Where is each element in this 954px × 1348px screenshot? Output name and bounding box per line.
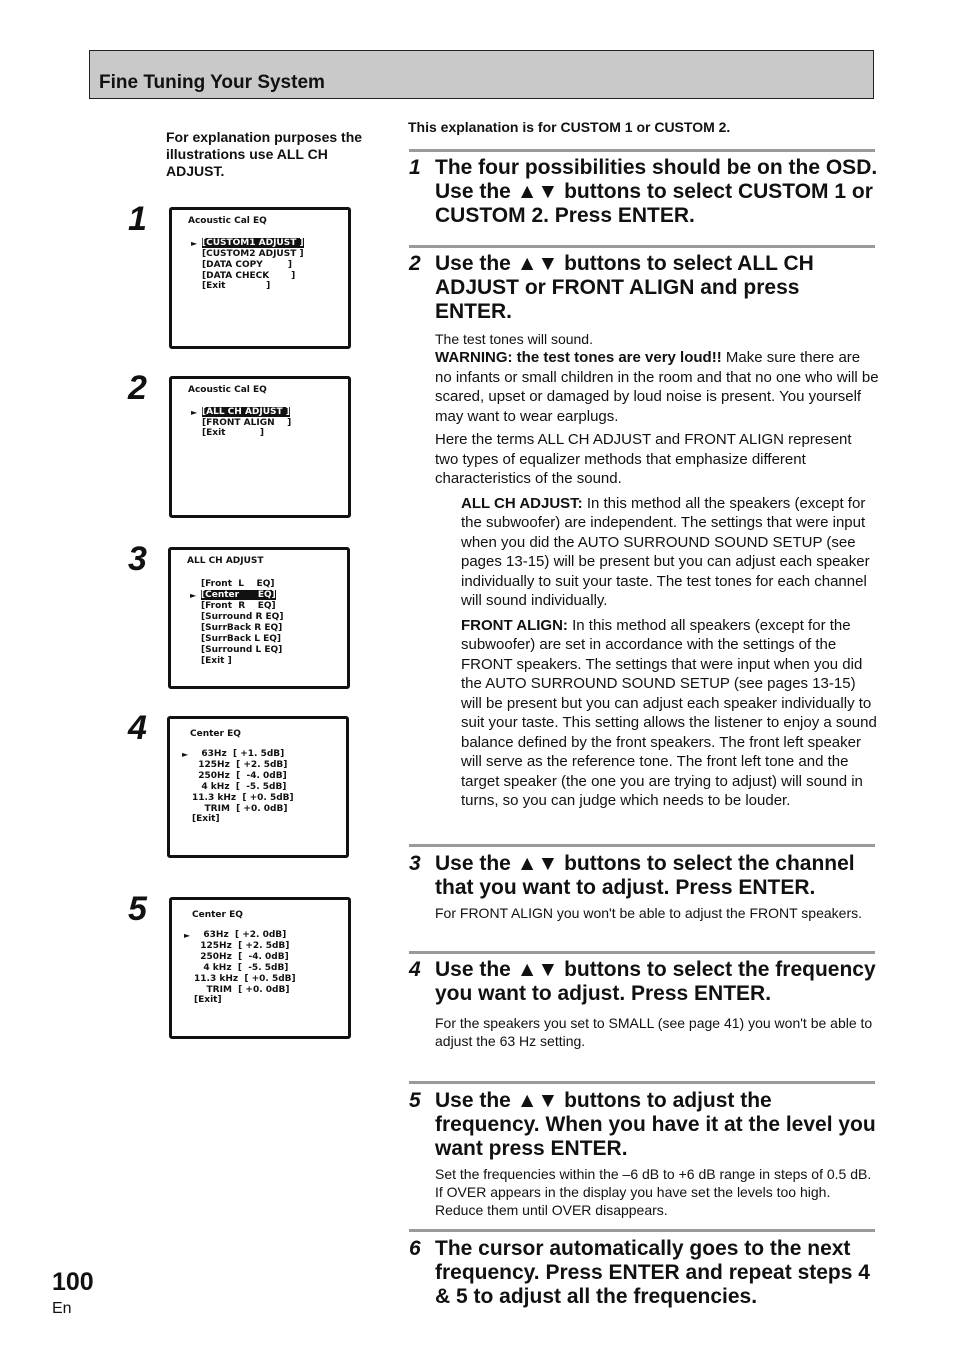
- osd-line: 125Hz [ +2. 5dB]: [194, 941, 290, 951]
- osd-line: [Surround L EQ]: [201, 645, 283, 655]
- section-title: Fine Tuning Your System: [99, 72, 325, 93]
- osd-line: [DATA COPY ]: [202, 260, 292, 270]
- step-body: For FRONT ALIGN you won't be able to adjust the FRONT speakers.: [435, 905, 862, 921]
- osd-line: TRIM [ +0. 0dB]: [192, 804, 288, 814]
- osd-line: 63Hz [ +2. 0dB]: [194, 930, 287, 940]
- osd-number-1: 1: [128, 200, 147, 238]
- osd-line: 11.3 kHz [ +0. 5dB]: [192, 793, 294, 803]
- osd-line: [CUSTOM1 ADJUST ]: [202, 238, 304, 248]
- term-text: In this method all the speakers (except for the subwoofer) are independent. The settings that were input when you did the AUTO SURROUND SOUND SETUP (see pages 13-15) will be present but you can adjust each speaker individually to suit your taste. The test tones for each channel will sound individually.: [461, 494, 870, 609]
- osd-screen-3: [168, 547, 350, 689]
- osd-line: [Exit ]: [202, 281, 271, 291]
- cursor-arrow-icon: ►: [191, 408, 198, 417]
- term-text: In this method all speakers (except for the subwoofer) are set in accordance with the settings of the FRONT speakers. The settings that were input when you did the AUTO SURROUND SOUND SETUP (see pages 13-15) will be present but you can adjust each speaker individually to suit your taste. This setting allows the listener to enjoy a sound balance defined by the front speakers. The front left speaker will serve as the reference tone. The front left tone and the target speaker (the one you are trying to adjust) will sound in turns, so you can judge which needs to be louder.: [461, 616, 877, 809]
- step-body: Set the frequencies within the –6 dB to +6 dB range in steps of 0.5 dB. If OVER appears in the display you have set the levels too high. Reduce them until OVER disappears.: [435, 1166, 872, 1218]
- term-label: FRONT ALIGN:: [461, 616, 568, 634]
- osd-line: [Exit ]: [201, 656, 232, 666]
- osd-line: [Exit]: [192, 814, 220, 824]
- step-number: 3: [409, 852, 421, 875]
- step-heading: Use the ▲▼ buttons to select the channel that you want to adjust. Press ENTER.: [435, 852, 855, 899]
- osd-line: [Exit ]: [202, 428, 265, 438]
- osd-line: [Front R EQ]: [201, 601, 276, 611]
- osd-number-4: 4: [128, 709, 147, 747]
- osd-title: Acoustic Cal EQ: [188, 216, 267, 226]
- step-heading: The cursor automatically goes to the next frequency. Press ENTER and repeat steps 4 & 5 to adjust all the frequencies.: [435, 1237, 870, 1308]
- osd-line: TRIM [ +0. 0dB]: [194, 985, 290, 995]
- cursor-arrow-icon: ►: [184, 931, 191, 940]
- step-2: [409, 252, 879, 811]
- language-code: En: [52, 1300, 72, 1317]
- osd-line: [FRONT ALIGN ]: [202, 418, 292, 428]
- warning-label: WARNING: the test tones are very loud!!: [435, 349, 722, 366]
- osd-screen-5: [169, 897, 351, 1039]
- osd-line: [CUSTOM2 ADJUST ]: [202, 249, 304, 259]
- step-5: [409, 1089, 879, 1219]
- osd-line: [SurrBack R EQ]: [201, 623, 283, 633]
- step-divider: [409, 951, 875, 954]
- osd-line: [ALL CH ADJUST ]: [202, 407, 290, 417]
- osd-title: ALL CH ADJUST: [187, 556, 264, 566]
- cursor-arrow-icon: ►: [191, 239, 198, 248]
- osd-line: [Front L EQ]: [201, 579, 275, 589]
- osd-line: 250Hz [ -4. 0dB]: [194, 952, 289, 962]
- osd-line: 4 kHz [ -5. 5dB]: [192, 782, 287, 792]
- osd-screen-1: [169, 207, 351, 349]
- step-3: [409, 852, 879, 922]
- osd-line: 63Hz [ +1. 5dB]: [192, 749, 285, 759]
- osd-line: 250Hz [ -4. 0dB]: [192, 771, 287, 781]
- step-4: [409, 958, 879, 1050]
- osd-number-5: 5: [128, 890, 147, 928]
- term-label: ALL CH ADJUST:: [461, 494, 583, 512]
- step-number: 6: [409, 1237, 421, 1260]
- osd-line: [SurrBack L EQ]: [201, 634, 282, 644]
- osd-screen-4: [167, 716, 349, 858]
- warning-text: Make sure there are no infants or small children in the room and that no one who will be scared, upset or damaged by loud noise is present. You yourself may want to wear earplugs.: [435, 349, 879, 425]
- step-body: Here the terms ALL CH ADJUST and FRONT ALIGN represent two types of equalizer methods that emphasize different characteristics of the sound.: [435, 431, 852, 487]
- step-heading: Use the ▲▼ buttons to select ALL CH ADJUST or FRONT ALIGN and press ENTER.: [435, 252, 814, 323]
- step-number: 5: [409, 1089, 421, 1112]
- osd-line: 125Hz [ +2. 5dB]: [192, 760, 288, 770]
- osd-title: Center EQ: [190, 729, 241, 739]
- osd-line: [Surround R EQ]: [201, 612, 284, 622]
- step-divider: [409, 245, 875, 248]
- custom-note: This explanation is for CUSTOM 1 or CUSTOM 2.: [408, 119, 731, 135]
- osd-screen-2: [169, 376, 351, 518]
- step-heading: The four possibilities should be on the OSD. Use the ▲▼ buttons to select CUSTOM 1 or CUSTOM 2. Press ENTER.: [435, 156, 878, 227]
- cursor-arrow-icon: ►: [182, 750, 189, 759]
- step-divider: [409, 1229, 875, 1232]
- step-number: 1: [409, 156, 421, 179]
- osd-number-3: 3: [128, 540, 147, 578]
- section-header: [89, 50, 874, 99]
- step-number: 2: [409, 252, 421, 275]
- step-number: 4: [409, 958, 421, 981]
- osd-line: 4 kHz [ -5. 5dB]: [194, 963, 289, 973]
- osd-title: Center EQ: [192, 910, 243, 920]
- step-1: [409, 156, 879, 228]
- step-heading: Use the ▲▼ buttons to select the frequency you want to adjust. Press ENTER.: [435, 958, 876, 1005]
- step-divider: [409, 1081, 875, 1084]
- step-divider: [409, 149, 875, 152]
- osd-line: 11.3 kHz [ +0. 5dB]: [194, 974, 296, 984]
- step-body: The test tones will sound.: [435, 331, 593, 347]
- page-number: 100: [52, 1268, 94, 1296]
- osd-line: [DATA CHECK ]: [202, 271, 296, 281]
- osd-line: [Exit]: [194, 995, 222, 1005]
- step-divider: [409, 844, 875, 847]
- cursor-arrow-icon: ►: [190, 591, 197, 600]
- osd-line: [Center EQ]: [201, 590, 276, 600]
- step-6: [409, 1237, 879, 1309]
- osd-title: Acoustic Cal EQ: [188, 385, 267, 395]
- step-heading: Use the ▲▼ buttons to adjust the frequency. When you have it at the level you want press ENTER.: [435, 1089, 876, 1160]
- osd-number-2: 2: [128, 369, 147, 407]
- step-body: For the speakers you set to SMALL (see page 41) you won't be able to adjust the 63 Hz setting.: [435, 1015, 873, 1049]
- illustration-note: For explanation purposes the illustrations use ALL CH ADJUST.: [166, 129, 363, 179]
